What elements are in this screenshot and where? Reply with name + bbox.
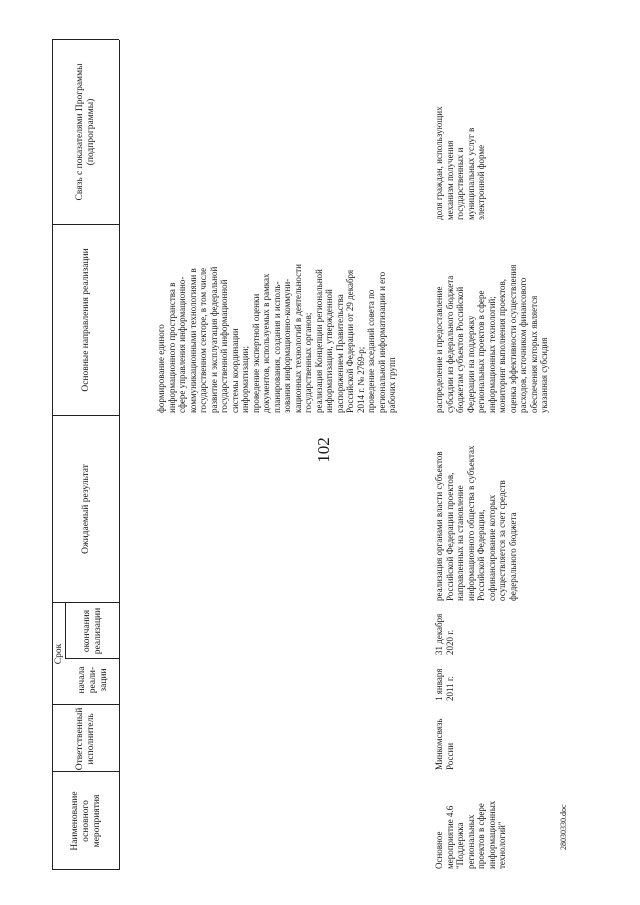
row2-end: 31 декабря 2020 г. — [434, 613, 455, 655]
table-top-border — [52, 40, 53, 870]
row2-executor: Минкомсвязь России — [434, 718, 455, 770]
row2-link: доля граждан, использующих механизм получения государственных и муниципальных услуг в электронной форме — [434, 106, 486, 220]
header-end: окончания реализации — [82, 607, 103, 655]
row1-directions: формирование единого информационного пространства в сфере управления информационно- коммуникационными технологиями в государственном секторе, в том числе развитие и эксплуатация федеральной государственной информационной системы координации информатизации; проведение экспертной оценки документов, используемых в рамках планирования, создания и исполь- зования информационно-коммуни- кационных технологий в деятельности государственных органов; реализация Концепции региональной информатизации, утвержденной распоряжением Правительства Российской Федерации от 29 декабря 2014 г. № 2769-р; проведение заседаний совета по региональной информатизации и его рабочих групп — [156, 264, 397, 413]
header-term: Срок — [53, 643, 64, 665]
header-directions: Основные направления реализации — [80, 248, 91, 392]
term-header-divider — [65, 603, 66, 659]
header-link: Связь с показателями Программы (подпрограммы) — [75, 63, 96, 201]
header-result: Ожидаемый результат — [80, 464, 91, 554]
table-right-border — [52, 39, 119, 40]
col-divider-3 — [65, 658, 119, 659]
col-divider-4 — [52, 602, 119, 603]
header-name: Наименование основного мероприятия — [69, 791, 102, 851]
header-executor: Ответственный исполнитель — [75, 707, 96, 771]
col-divider-1 — [52, 771, 119, 772]
table-left-border — [52, 869, 119, 870]
col-divider-2 — [52, 704, 119, 705]
col-divider-5 — [52, 415, 119, 416]
document-footer: 28030330.doc — [559, 804, 568, 850]
row2-name: Основное мероприятие 4.6 "Поддержка региональных проектов в сфере информационных технологий" — [434, 800, 507, 869]
header-bottom-border — [119, 40, 120, 870]
row2-result: реализация органами власти субъектов Российской Федерации проектов, направленных на становление информационного общества в субъектах Российской Федерации, софинансирование которых осуществляется за счет средств федерального бюджета — [434, 445, 518, 601]
page-number: 102 — [314, 437, 333, 463]
row2-directions: распределение и предоставление субсидии из федерального бюджета бюджетам субъектов Российской Федерации на поддержку региональных проектов в сфере информационных технологий; мониторинг выполнения проектов, оценка эффективности осуществления расходов, источником финансового обеспечения которых является указанная субсидия — [434, 264, 549, 413]
row2-start: 1 января 2011 г. — [434, 668, 455, 701]
col-divider-6 — [52, 224, 119, 225]
rotated-table-page — [52, 34, 549, 880]
header-start: начала реали-зации — [76, 666, 109, 694]
